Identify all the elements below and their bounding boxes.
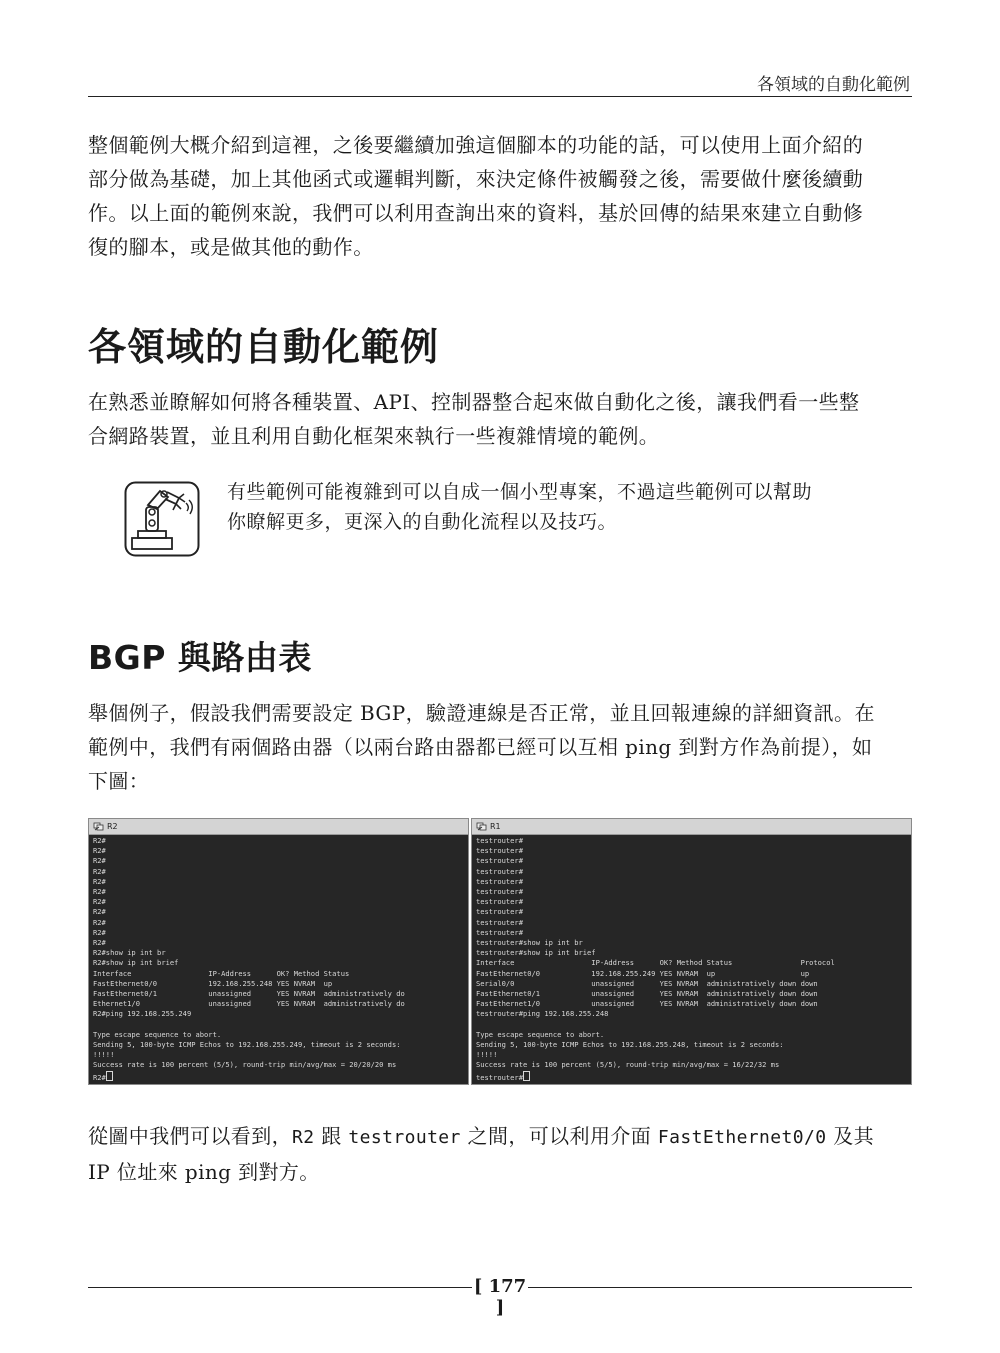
terminal-line: testrouter# [476, 907, 523, 917]
terminal-line: FastEthernet0/0 192.168.255.249 YES NVRAM up up [476, 968, 810, 978]
terminal-title: R1 [490, 822, 501, 831]
terminal-line: Sending 5, 100-byte ICMP Echos to 192.168.255.248, timeout is 2 seconds: [476, 1040, 784, 1050]
terminal-line: testrouter# [476, 887, 523, 897]
note-line: 有些範例可能複雜到可以自成一個小型專案，不過這些範例可以幫助 [227, 481, 813, 503]
caption-text: 從圖中我們可以看到， [88, 1124, 292, 1148]
terminal-line: Success rate is 100 percent (5/5), round-trip min/avg/max = 20/20/20 ms [93, 1060, 397, 1070]
page-number: [ 177 ] [473, 1276, 527, 1318]
terminal-line: R2# [93, 927, 106, 937]
note-line: 你瞭解更多，更深入的自動化流程以及技巧。 [227, 511, 618, 533]
terminal-line: FastEthernet0/1 unassigned YES NVRAM administratively do [93, 989, 405, 999]
subsection-heading: BGP 與路由表 [88, 638, 312, 677]
putty-icon [476, 821, 487, 832]
terminal-line: testrouter# [476, 846, 523, 856]
terminal-line: testrouter#ping 192.168.255.248 [476, 1009, 609, 1019]
caption-code-r2: R2 [292, 1127, 315, 1148]
terminal-line: Success rate is 100 percent (5/5), round-trip min/avg/max = 16/22/32 ms [476, 1060, 780, 1070]
caption-line [88, 1119, 914, 1155]
caption-code-testrouter: testrouter [348, 1127, 461, 1148]
intro-line: 作。以上面的範例來說，我們可以利用查詢出來的資料，基於回傳的結果來建立自動修 [88, 201, 864, 225]
subsection-line: 舉個例子，假設我們需要設定 BGP，驗證連線是否正常，並且回報連線的詳細資訊。在 [88, 701, 875, 725]
terminal-line [476, 1020, 907, 1030]
terminal-line: Type escape sequence to abort. [476, 1029, 605, 1039]
intro-line: 復的腳本，或是做其他的動作。 [88, 235, 374, 259]
robot-arm-icon [124, 481, 200, 557]
terminal-line: Ethernet1/0 unassigned YES NVRAM administratively do [93, 999, 405, 1009]
terminal-line: Interface IP-Address OK? Method Status Protocol [476, 958, 835, 968]
terminal-window-r2 [88, 818, 469, 1085]
intro-line: 部分做為基礎，加上其他函式或邏輯判斷，來決定條件被觸發之後，需要做什麼後續動 [88, 167, 864, 191]
putty-icon [93, 821, 104, 832]
subsection-paragraph [88, 696, 914, 798]
terminal-line: R2# [93, 938, 106, 948]
terminal-title-bar [472, 819, 911, 835]
intro-line: 整個範例大概介紹到這裡，之後要繼續加強這個腳本的功能的話，可以使用上面介紹的 [88, 133, 864, 157]
terminal-line: R2# [93, 836, 106, 845]
terminal-line: R2# [93, 856, 106, 866]
note-text [227, 477, 887, 537]
terminal-line: testrouter# [476, 856, 523, 866]
terminal-line: testrouter#show ip int brief [476, 948, 596, 958]
terminal-prompt [476, 1071, 907, 1083]
terminal-line: R2# [93, 907, 106, 917]
intro-paragraph [88, 128, 914, 264]
terminal-line: Interface IP-Address OK? Method Status [93, 968, 350, 978]
running-header: 各領域的自動化範例 [757, 75, 910, 95]
terminal-line: !!!!! [476, 1050, 498, 1060]
terminal-line: testrouter# [476, 897, 523, 907]
section-line: 在熟悉並瞭解如何將各種裝置、API、控制器整合起來做自動化之後，讓我們看一些整 [88, 390, 860, 414]
subsection-line: 下圖： [88, 769, 150, 793]
prompt-text: R2# [93, 1072, 106, 1082]
terminal-line: R2#show ip int brief [93, 958, 179, 968]
terminal-line: R2#ping 192.168.255.249 [93, 1009, 192, 1019]
header-divider [88, 96, 912, 97]
terminal-line: FastEthernet1/0 unassigned YES NVRAM administratively down down [476, 999, 818, 1009]
terminal-title: R2 [107, 822, 118, 831]
caption-line: IP 位址來 ping 到對方。 [88, 1160, 320, 1184]
terminal-line: FastEthernet0/1 unassigned YES NVRAM administratively down down [476, 989, 818, 999]
terminal-line: testrouter#show ip int br [476, 938, 583, 948]
terminal-output [89, 835, 468, 1084]
terminal-title-bar [89, 819, 468, 835]
terminal-line: Type escape sequence to abort. [93, 1029, 222, 1039]
subsection-line: 範例中，我們有兩個路由器（以兩台路由器都已經可以互相 ping 到對方作為前提），如 [88, 735, 873, 759]
terminal-line: R2# [93, 876, 106, 886]
caption-text: 之間，可以利用介面 [460, 1124, 658, 1148]
section-line: 合網路裝置，並且利用自動化框架來執行一些複雜情境的範例。 [88, 424, 660, 448]
terminal-line: R2# [93, 846, 106, 856]
section-heading: 各領域的自動化範例 [88, 325, 440, 369]
terminal-line: R2# [93, 917, 106, 927]
terminal-line: testrouter# [476, 917, 523, 927]
terminal-line: Sending 5, 100-byte ICMP Echos to 192.168.255.249, timeout is 2 seconds: [93, 1040, 401, 1050]
terminal-line: R2# [93, 866, 106, 876]
terminal-line: R2#show ip int br [93, 948, 166, 958]
terminal-output [472, 835, 911, 1084]
terminal-line: R2# [93, 887, 106, 897]
terminal-prompt [93, 1071, 464, 1083]
figure-caption-paragraph [88, 1119, 914, 1189]
footer-divider-right [528, 1287, 912, 1288]
terminal-line: !!!!! [93, 1050, 115, 1060]
terminal-line [93, 1020, 464, 1030]
footer-divider-left [88, 1287, 472, 1288]
terminal-line: testrouter# [476, 876, 523, 886]
terminal-line: Serial0/0 unassigned YES NVRAM administratively down down [476, 978, 818, 988]
terminal-line: testrouter# [476, 836, 523, 845]
terminal-line: testrouter# [476, 927, 523, 937]
section-paragraph [88, 385, 914, 453]
terminal-cursor [106, 1071, 113, 1081]
terminal-cursor [523, 1071, 530, 1081]
caption-text: 及其 [826, 1124, 875, 1148]
prompt-text: testrouter# [476, 1072, 523, 1082]
caption-code-interface: FastEthernet0/0 [657, 1127, 827, 1148]
caption-text: 跟 [314, 1124, 349, 1148]
terminal-line: testrouter# [476, 866, 523, 876]
terminal-window-r1 [471, 818, 912, 1085]
terminal-line: FastEthernet0/0 192.168.255.248 YES NVRAM up [93, 978, 333, 988]
terminal-line: R2# [93, 897, 106, 907]
